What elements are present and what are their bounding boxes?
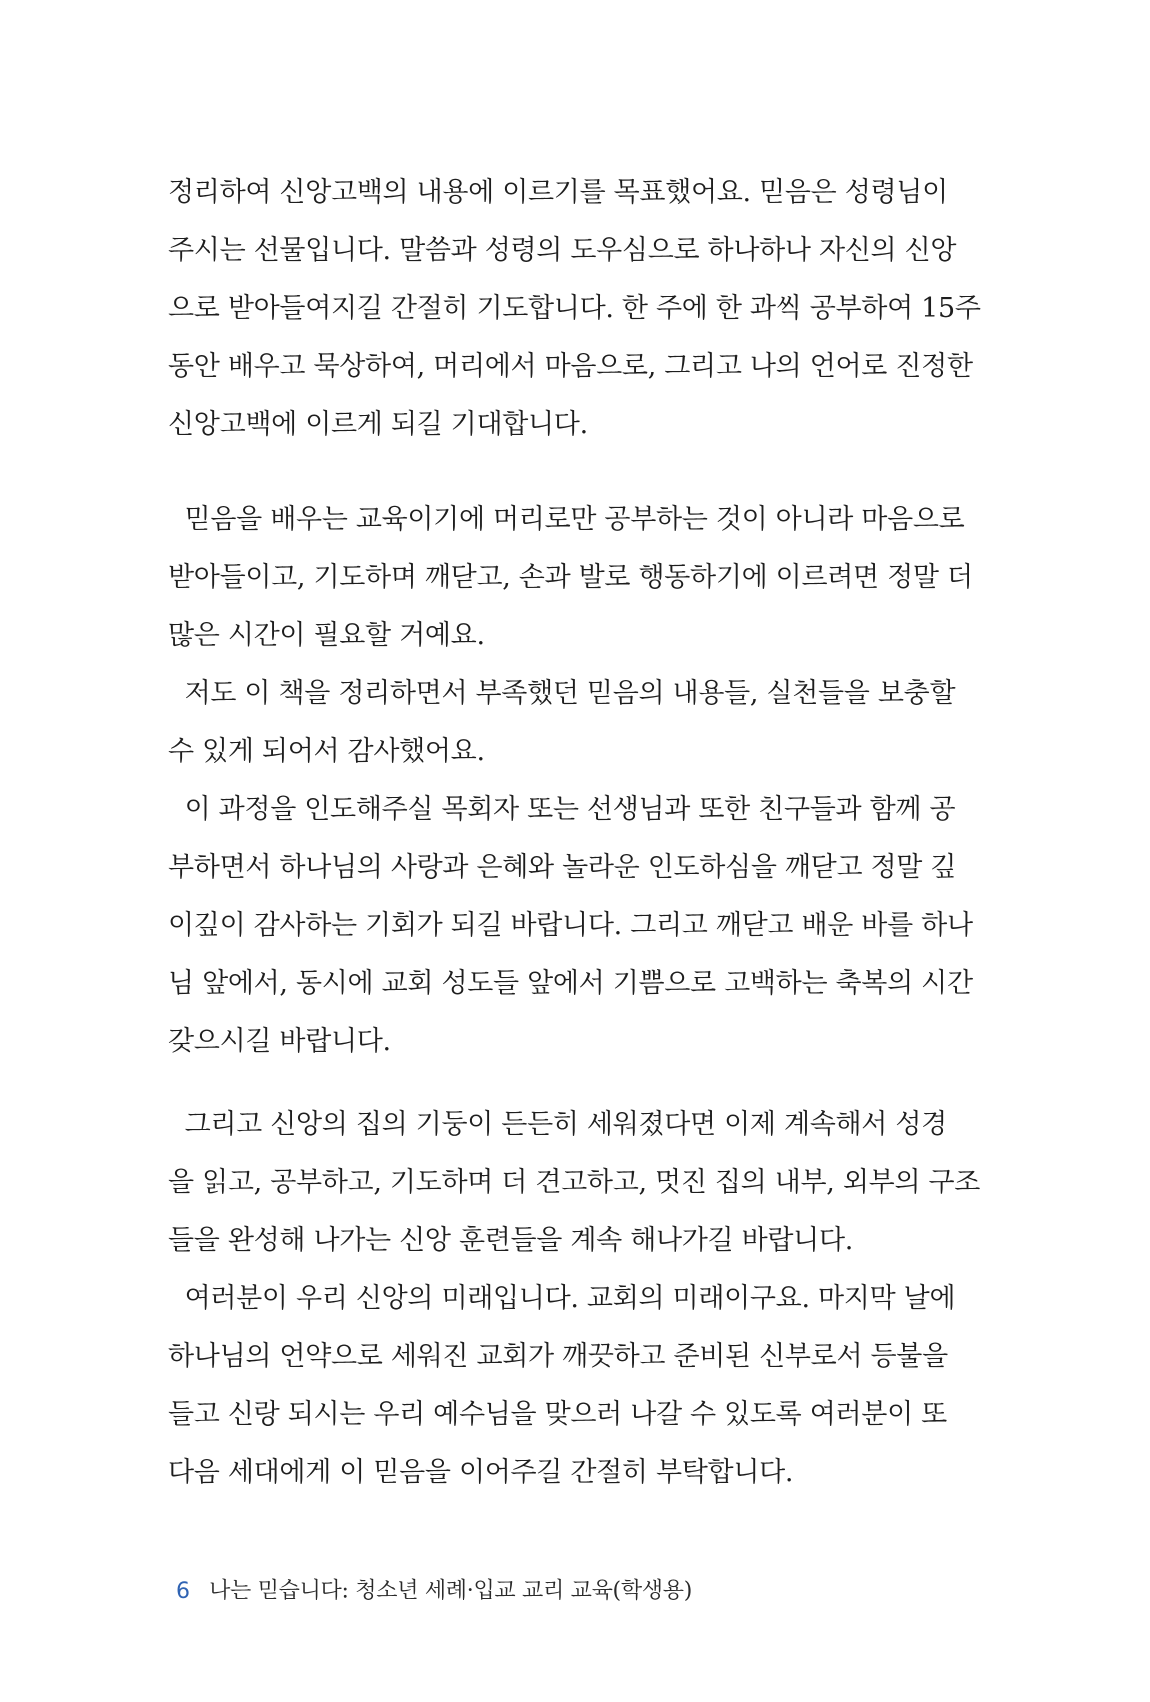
text-line: 많은 시간이 필요할 거예요. <box>168 620 485 651</box>
page-footer <box>176 1571 692 1611</box>
text-line: 이깊이 감사하는 기회가 되길 바랍니다. 그리고 깨닫고 배운 바를 하나 <box>168 910 973 941</box>
text-line: 그리고 신앙의 집의 기둥이 든든히 세워졌다면 이제 계속해서 성경 <box>168 1109 947 1140</box>
text-line: 신앙고백에 이르게 되길 기대합니다. <box>168 409 588 440</box>
text-line: 주시는 선물입니다. 말씀과 성령의 도우심으로 하나하나 자신의 신앙 <box>168 235 957 266</box>
text-line: 부하면서 하나님의 사랑과 은혜와 놀라운 인도하심을 깨닫고 정말 깊 <box>168 852 957 883</box>
text-line: 여러분이 우리 신앙의 미래입니다. 교회의 미래이구요. 마지막 날에 <box>168 1283 956 1314</box>
paragraph-block-3 <box>168 1096 981 1502</box>
paragraph-block-1 <box>168 164 981 454</box>
text-line: 갖으시길 바랍니다. <box>168 1026 391 1057</box>
text-line: 믿음을 배우는 교육이기에 머리로만 공부하는 것이 아니라 마음으로 <box>168 504 965 535</box>
text-line: 으로 받아들여지길 간절히 기도합니다. 한 주에 한 과씩 공부하여 15주 <box>168 293 981 324</box>
text-line: 동안 배우고 묵상하여, 머리에서 마음으로, 그리고 나의 언어로 진정한 <box>168 351 973 382</box>
text-line: 다음 세대에게 이 믿음을 이어주길 간절히 부탁합니다. <box>168 1457 794 1488</box>
text-line: 님 앞에서, 동시에 교회 성도들 앞에서 기쁨으로 고백하는 축복의 시간 <box>168 968 973 999</box>
text-line: 들을 완성해 나가는 신앙 훈련들을 계속 해나가길 바랍니다. <box>168 1225 854 1256</box>
text-line: 이 과정을 인도해주실 목회자 또는 선생님과 또한 친구들과 함께 공 <box>168 794 956 825</box>
text-line: 수 있게 되어서 감사했어요. <box>168 736 485 767</box>
text-line: 받아들이고, 기도하며 깨닫고, 손과 발로 행동하기에 이르려면 정말 더 <box>168 562 973 593</box>
text-line: 하나님의 언약으로 세워진 교회가 깨끗하고 준비된 신부로서 등불을 <box>168 1341 948 1372</box>
page-number: 6 <box>176 1578 190 1604</box>
text-line: 들고 신랑 되시는 우리 예수님을 맞으러 나갈 수 있도록 여러분이 또 <box>168 1399 947 1430</box>
paragraph-block-2 <box>168 491 973 1071</box>
text-line: 정리하여 신앙고백의 내용에 이르기를 목표했어요. 믿음은 성령님이 <box>168 177 948 208</box>
text-line: 을 읽고, 공부하고, 기도하며 더 견고하고, 멋진 집의 내부, 외부의 구조 <box>168 1167 981 1198</box>
running-title: 나는 믿습니다: 청소년 세례·입교 교리 교육(학생용) <box>209 1578 692 1604</box>
text-line: 저도 이 책을 정리하면서 부족했던 믿음의 내용들, 실천들을 보충할 <box>168 678 956 709</box>
